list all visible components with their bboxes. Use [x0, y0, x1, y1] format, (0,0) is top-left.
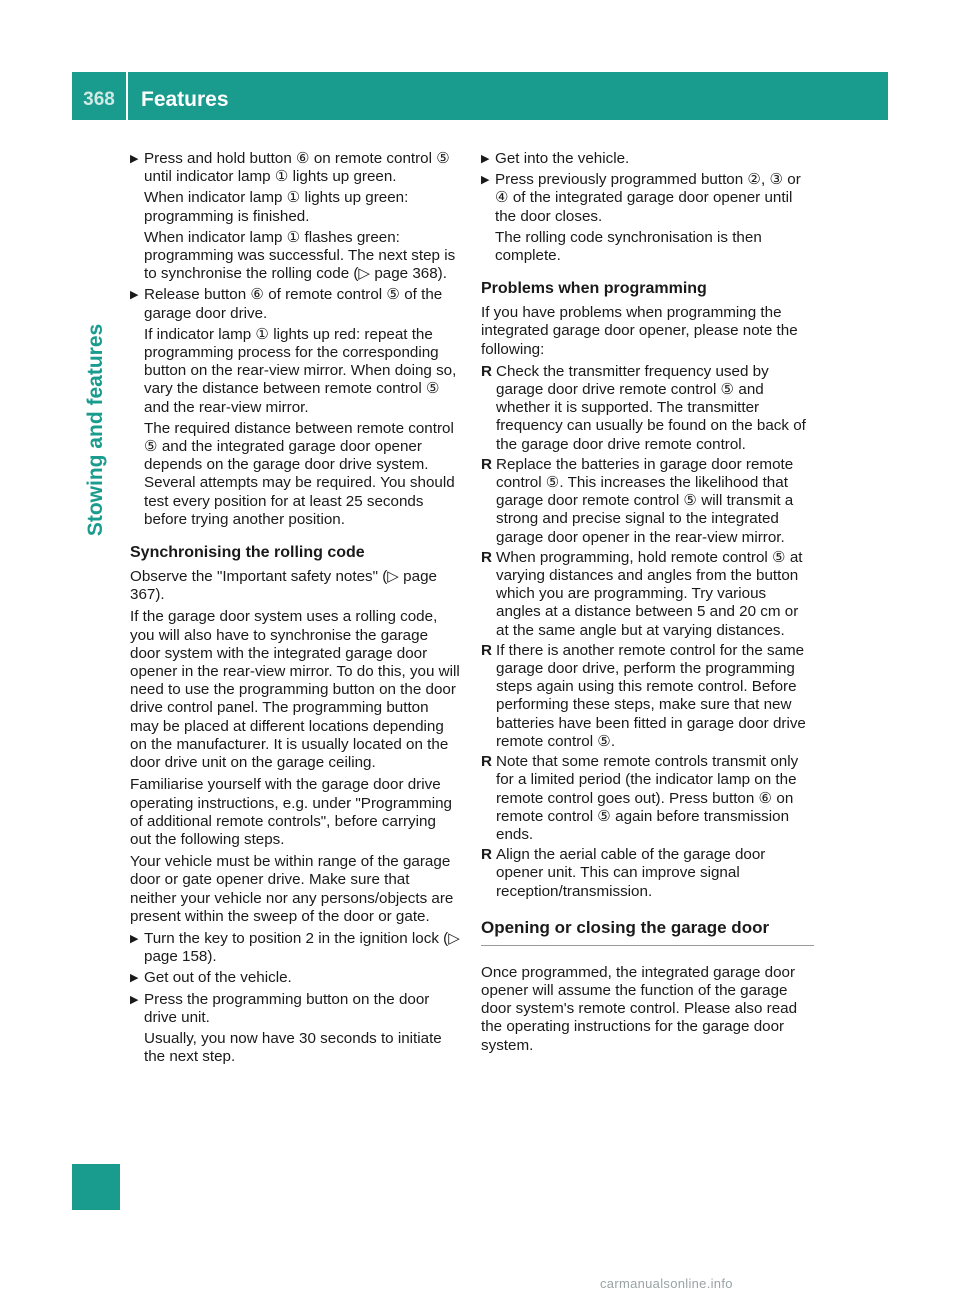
bullet-icon: R	[481, 753, 492, 771]
instruction-step	[130, 991, 460, 1027]
bullet-icon: R	[481, 362, 492, 380]
side-tab-label: Stowing and features	[84, 323, 107, 537]
instruction-step	[130, 286, 460, 322]
page-number: 368	[83, 89, 115, 110]
body-paragraph: If the garage door system uses a rolling code, you will also have to synchronise the garage door system with the integrated garage door opener in the rear-view mirror. To do this, you will need to use the programming button on the door drive control panel. The programming button may be placed at different locations depending on the manufacturer. It is usually located on the door drive unit on the garage ceiling.	[130, 608, 460, 772]
list-item	[481, 549, 814, 640]
right-column	[481, 150, 814, 1059]
step-result-text: When indicator lamp ① flashes green: programming was successful. The next step is to synchronise the rolling code (▷ page 368).	[144, 228, 456, 283]
step-text: Turn the key to position 2 in the ignition lock (▷ page 158).	[144, 929, 460, 966]
body-paragraph: Familiarise yourself with the garage door drive operating instructions, e.g. under "Programming of additional remote controls", before carrying out the following steps.	[130, 776, 452, 848]
step-text: Press previously programmed button ②, ③ or ④ of the integrated garage door opener until the door closes.	[495, 171, 801, 225]
problems-list	[481, 363, 814, 901]
instruction-step	[481, 150, 814, 168]
instruction-step	[481, 171, 814, 226]
step-arrow-icon: ▶	[130, 972, 139, 985]
body-paragraph: Observe the "Important safety notes" (▷ page 367).	[130, 568, 437, 604]
section-title: Features	[141, 88, 229, 111]
problems-intro: If you have problems when programming the integrated garage door opener, please note the following:	[481, 304, 798, 358]
bullet-icon: R	[481, 455, 492, 473]
bullet-icon: R	[481, 548, 492, 566]
list-item	[481, 753, 814, 844]
step-arrow-icon: ▶	[130, 153, 139, 165]
step-arrow-icon: ▶	[130, 289, 139, 302]
step-arrow-icon: ▶	[481, 174, 490, 187]
step-arrow-icon: ▶	[130, 932, 139, 945]
list-item-text: Replace the batteries in garage door remote control ⑤. This increases the likelihood that garage door remote control ⑤ will transmit a strong and precise signal to the integrated garage door opener in the rear-view mirror.	[496, 455, 794, 546]
bullet-icon: R	[481, 641, 492, 659]
step-text: Get into the vehicle.	[495, 150, 630, 167]
list-item	[481, 642, 814, 751]
right-steps-block	[481, 150, 814, 265]
opening-paragraph: Once programmed, the integrated garage door opener will assume the function of the garage door system's remote control. Please also read the operating instructions for the garage door system.	[481, 963, 798, 1054]
sync-heading: Synchronising the rolling code	[130, 544, 365, 562]
left-steps-block-2	[130, 930, 460, 1066]
step-text: Get out of the vehicle.	[144, 969, 292, 987]
left-column	[130, 150, 460, 1069]
side-tab-marker	[72, 1164, 120, 1210]
list-item	[481, 363, 814, 454]
watermark: carmanualsonline.info	[600, 1276, 733, 1291]
list-item-text: Check the transmitter frequency used by garage door drive remote control ⑤ and whether it is supported. The transmitter frequency can usually be found on the back of the garage door drive remote control.	[496, 362, 806, 453]
step-text: Press and hold button ⑥ on remote control ⑤ until indicator lamp ① lights up green.	[144, 150, 450, 186]
bullet-icon: R	[481, 846, 492, 864]
step-arrow-icon: ▶	[481, 153, 490, 165]
side-tab	[72, 130, 120, 1210]
list-item-text: Note that some remote controls transmit only for a limited period (the indicator lamp on the remote control goes out). Press button ⑥ on remote control ⑤ again before transmission ends.	[496, 753, 799, 843]
opening-heading: Opening or closing the garage door	[481, 917, 814, 946]
step-arrow-icon: ▶	[130, 993, 139, 1006]
step-text: Press the programming button on the door drive unit.	[144, 990, 430, 1026]
list-item	[481, 456, 814, 547]
step-text: Release button ⑥ of remote control ⑤ of the garage door drive.	[144, 286, 443, 322]
instruction-step	[130, 930, 460, 966]
step-result-text: When indicator lamp ① lights up green: programming is finished.	[144, 189, 409, 225]
sync-paragraphs	[130, 568, 460, 926]
body-paragraph: Your vehicle must be within range of the garage door or gate opener drive. Make sure that neither your vehicle nor any persons/objects are present within the sweep of the door or gate.	[130, 853, 454, 925]
instruction-step	[130, 150, 460, 186]
header-divider	[126, 72, 128, 120]
left-steps-block	[130, 150, 460, 529]
step-result-text: If indicator lamp ① lights up red: repeat the programming process for the corresponding button on the rear-view mirror. When doing so, vary the distance between remote control ⑤ and the rear-view mirror.	[144, 325, 457, 416]
problems-heading: Problems when programming	[481, 280, 707, 298]
list-item	[481, 846, 814, 901]
instruction-step	[130, 969, 460, 987]
list-item-text: If there is another remote control for the same garage door drive, perform the programming steps again using this remote control. Before performing these steps, make sure that new batteries have been fitted in garage door drive remote control ⑤.	[496, 641, 806, 750]
step-result-text: The required distance between remote control ⑤ and the integrated garage door opener depends on the garage door drive system. Several attempts may be required. You should test every position for at least 25 seconds before trying another position.	[144, 419, 455, 528]
list-item-text: When programming, hold remote control ⑤ at varying distances and angles from the button which you are programming. Try various angles at a distance between 5 and 20 cm or at the same angle but at varying distances.	[496, 548, 803, 639]
list-item-text: Align the aerial cable of the garage door opener unit. This can improve signal reception/transmission.	[496, 846, 766, 900]
step-result-text: Usually, you now have 30 seconds to initiate the next step.	[144, 1029, 442, 1066]
step-result-text: The rolling code synchronisation is then complete.	[495, 228, 762, 265]
